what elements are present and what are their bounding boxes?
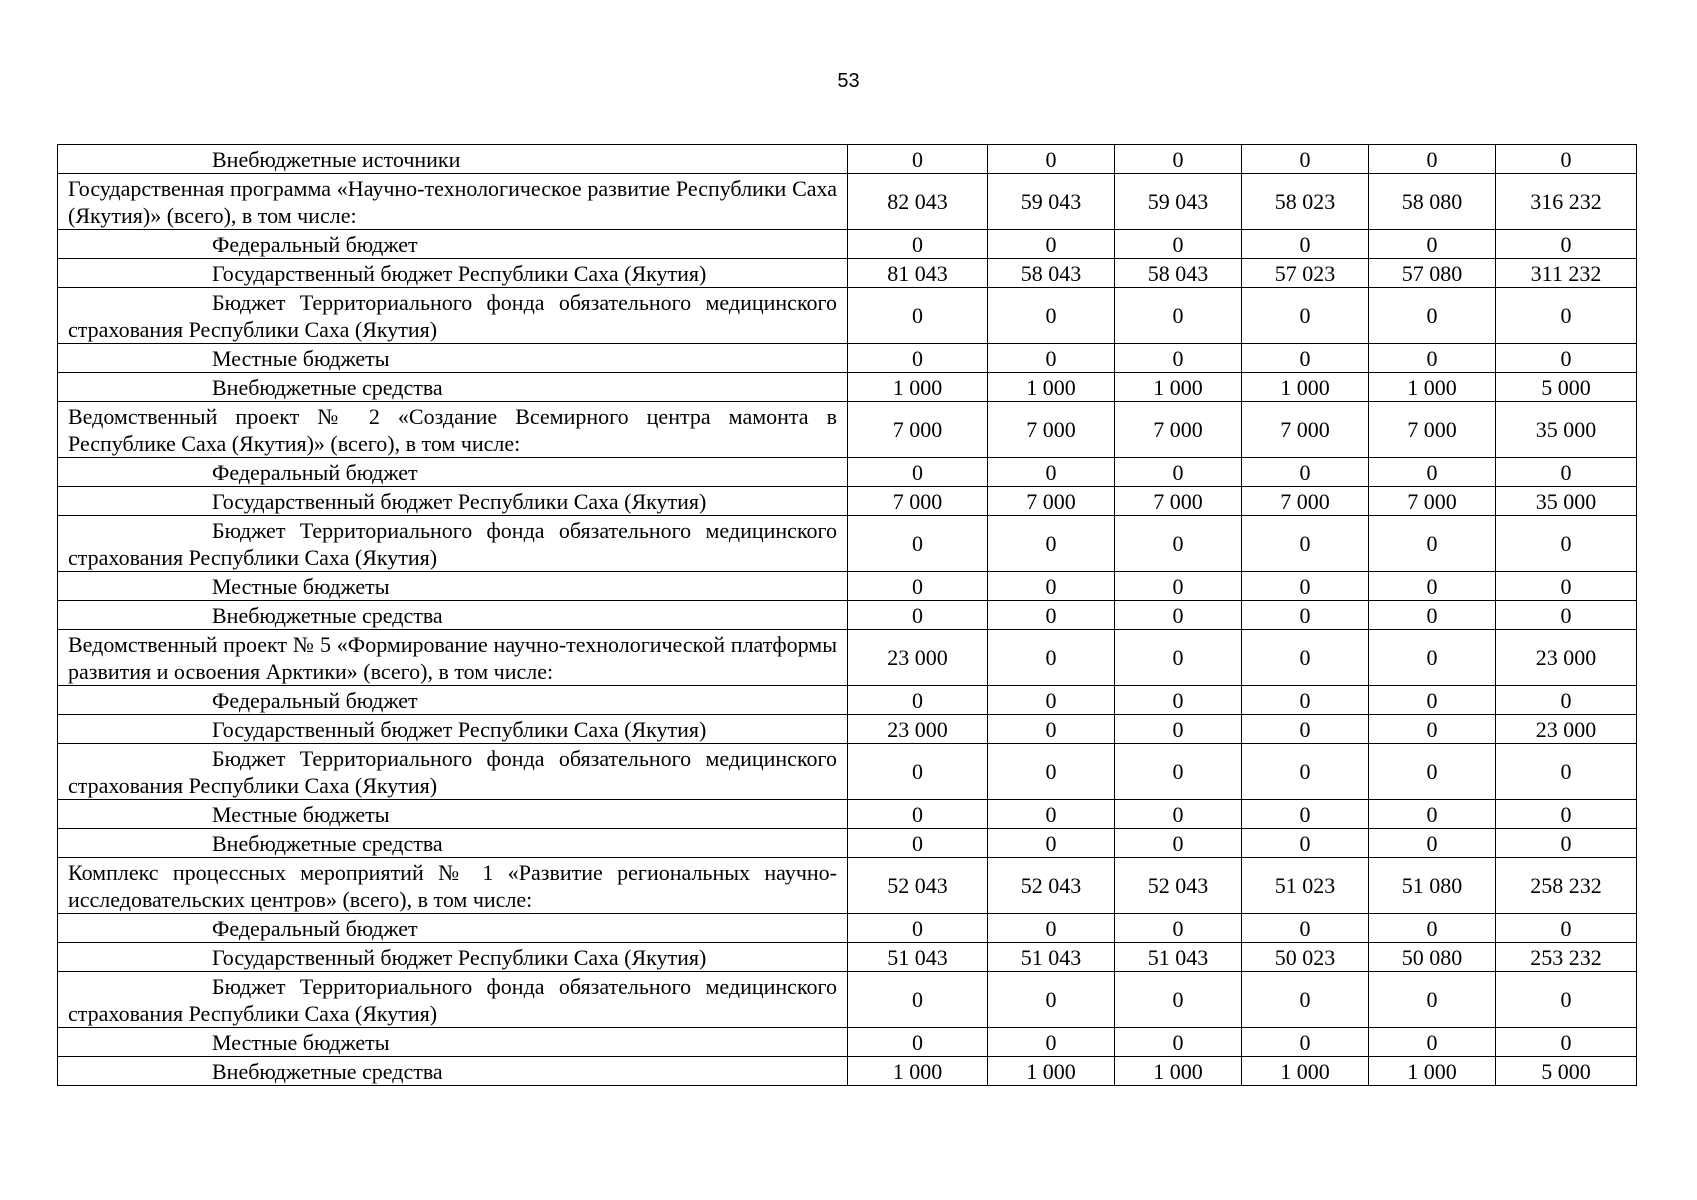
- row-value-5: 58 080: [1369, 174, 1496, 230]
- row-value-4: 7 000: [1242, 487, 1369, 516]
- row-value-4: 0: [1242, 744, 1369, 800]
- row-value-3: 1 000: [1115, 1057, 1242, 1086]
- table-row: [58, 174, 1637, 230]
- row-value-1: 23 000: [848, 630, 988, 686]
- row-value-2: 0: [988, 715, 1115, 744]
- row-value-1: 0: [848, 458, 988, 487]
- row-value-2: 0: [988, 458, 1115, 487]
- table-row: [58, 630, 1637, 686]
- row-value-1: 0: [848, 145, 988, 174]
- row-value-3: 52 043: [1115, 858, 1242, 914]
- row-value-6: 5 000: [1496, 1057, 1637, 1086]
- table-row: [58, 1028, 1637, 1057]
- row-value-5: 50 080: [1369, 943, 1496, 972]
- row-value-4: 0: [1242, 145, 1369, 174]
- row-value-5: 0: [1369, 800, 1496, 829]
- row-value-6: 0: [1496, 686, 1637, 715]
- row-label-sub: Государственный бюджет Республики Саха (Якутия): [58, 715, 848, 744]
- row-value-4: 0: [1242, 288, 1369, 344]
- row-value-4: 0: [1242, 1028, 1369, 1057]
- row-value-2: 0: [988, 145, 1115, 174]
- row-value-3: 0: [1115, 715, 1242, 744]
- row-label-sub: Местные бюджеты: [58, 344, 848, 373]
- row-value-2: 0: [988, 686, 1115, 715]
- table-row: [58, 744, 1637, 800]
- row-value-2: 0: [988, 914, 1115, 943]
- row-label-section: Ведомственный проект № 5 «Формирование научно-технологической платформы развития и освоения Арктики» (всего), в том числе:: [58, 630, 848, 686]
- row-label-sub: Бюджет Территориального фонда обязательного медицинского страхования Республики Саха (Якутия): [58, 516, 848, 572]
- row-value-5: 7 000: [1369, 487, 1496, 516]
- row-value-1: 0: [848, 686, 988, 715]
- table-row: [58, 572, 1637, 601]
- row-value-5: 7 000: [1369, 402, 1496, 458]
- row-value-4: 0: [1242, 601, 1369, 630]
- row-value-6: 0: [1496, 230, 1637, 259]
- row-value-5: 0: [1369, 829, 1496, 858]
- table-row: [58, 516, 1637, 572]
- row-label-sub: Бюджет Территориального фонда обязательного медицинского страхования Республики Саха (Якутия): [58, 288, 848, 344]
- row-value-5: 0: [1369, 458, 1496, 487]
- row-value-2: 0: [988, 516, 1115, 572]
- row-value-3: 0: [1115, 1028, 1242, 1057]
- row-label-sub: Федеральный бюджет: [58, 914, 848, 943]
- row-value-4: 0: [1242, 972, 1369, 1028]
- row-value-5: 0: [1369, 972, 1496, 1028]
- row-value-1: 23 000: [848, 715, 988, 744]
- row-value-4: 50 023: [1242, 943, 1369, 972]
- row-label-sub: Местные бюджеты: [58, 1028, 848, 1057]
- row-value-2: 59 043: [988, 174, 1115, 230]
- row-value-1: 1 000: [848, 373, 988, 402]
- row-value-4: 57 023: [1242, 259, 1369, 288]
- row-value-3: 0: [1115, 686, 1242, 715]
- row-value-2: 0: [988, 230, 1115, 259]
- row-value-2: 0: [988, 630, 1115, 686]
- table-row: [58, 715, 1637, 744]
- row-value-6: 0: [1496, 458, 1637, 487]
- row-value-3: 0: [1115, 458, 1242, 487]
- row-value-3: 0: [1115, 288, 1242, 344]
- row-value-3: 0: [1115, 145, 1242, 174]
- row-label-sub: Государственный бюджет Республики Саха (Якутия): [58, 259, 848, 288]
- table-row: [58, 344, 1637, 373]
- row-value-6: 311 232: [1496, 259, 1637, 288]
- table-row: [58, 800, 1637, 829]
- row-value-6: 316 232: [1496, 174, 1637, 230]
- row-value-2: 52 043: [988, 858, 1115, 914]
- row-value-1: 0: [848, 230, 988, 259]
- row-value-6: 35 000: [1496, 402, 1637, 458]
- row-value-4: 7 000: [1242, 402, 1369, 458]
- row-value-6: 0: [1496, 601, 1637, 630]
- row-value-5: 0: [1369, 230, 1496, 259]
- row-value-4: 1 000: [1242, 1057, 1369, 1086]
- row-value-5: 0: [1369, 572, 1496, 601]
- row-value-3: 59 043: [1115, 174, 1242, 230]
- row-value-3: 0: [1115, 972, 1242, 1028]
- row-value-1: 0: [848, 744, 988, 800]
- row-value-5: 0: [1369, 516, 1496, 572]
- table-row: [58, 402, 1637, 458]
- row-value-1: 52 043: [848, 858, 988, 914]
- row-value-2: 0: [988, 744, 1115, 800]
- row-value-5: 0: [1369, 630, 1496, 686]
- table-row: [58, 373, 1637, 402]
- row-value-3: 0: [1115, 744, 1242, 800]
- row-value-6: 0: [1496, 1028, 1637, 1057]
- table-row: [58, 972, 1637, 1028]
- row-value-6: 0: [1496, 572, 1637, 601]
- row-value-1: 0: [848, 829, 988, 858]
- row-value-3: 0: [1115, 630, 1242, 686]
- row-value-1: 0: [848, 800, 988, 829]
- row-value-5: 0: [1369, 715, 1496, 744]
- row-value-6: 0: [1496, 800, 1637, 829]
- row-value-1: 0: [848, 914, 988, 943]
- table-row: [58, 230, 1637, 259]
- row-value-5: 57 080: [1369, 259, 1496, 288]
- row-value-3: 0: [1115, 914, 1242, 943]
- row-value-6: 0: [1496, 516, 1637, 572]
- row-value-6: 5 000: [1496, 373, 1637, 402]
- table-row: [58, 858, 1637, 914]
- row-value-3: 0: [1115, 601, 1242, 630]
- row-value-6: 23 000: [1496, 715, 1637, 744]
- row-value-5: 0: [1369, 1028, 1496, 1057]
- row-value-6: 0: [1496, 288, 1637, 344]
- table-row: [58, 1057, 1637, 1086]
- row-label-sub: Внебюджетные средства: [58, 829, 848, 858]
- row-value-2: 0: [988, 1028, 1115, 1057]
- row-value-4: 0: [1242, 829, 1369, 858]
- table-row: [58, 914, 1637, 943]
- table-row: [58, 288, 1637, 344]
- row-label-sub: Федеральный бюджет: [58, 230, 848, 259]
- row-value-4: 0: [1242, 458, 1369, 487]
- row-value-3: 58 043: [1115, 259, 1242, 288]
- row-label-sub: Государственный бюджет Республики Саха (Якутия): [58, 943, 848, 972]
- table-row: [58, 829, 1637, 858]
- row-value-4: 0: [1242, 572, 1369, 601]
- row-value-6: 0: [1496, 744, 1637, 800]
- row-label-sub: Внебюджетные средства: [58, 601, 848, 630]
- row-value-4: 0: [1242, 344, 1369, 373]
- row-value-2: 7 000: [988, 402, 1115, 458]
- row-value-5: 0: [1369, 914, 1496, 943]
- row-value-3: 0: [1115, 829, 1242, 858]
- row-value-5: 51 080: [1369, 858, 1496, 914]
- row-value-3: 7 000: [1115, 402, 1242, 458]
- row-label-sub: Местные бюджеты: [58, 800, 848, 829]
- row-label-sub: Местные бюджеты: [58, 572, 848, 601]
- row-value-4: 51 023: [1242, 858, 1369, 914]
- row-value-1: 51 043: [848, 943, 988, 972]
- table-row: [58, 259, 1637, 288]
- row-value-5: 1 000: [1369, 373, 1496, 402]
- row-value-2: 1 000: [988, 373, 1115, 402]
- row-value-4: 58 023: [1242, 174, 1369, 230]
- row-value-1: 7 000: [848, 487, 988, 516]
- row-value-4: 0: [1242, 686, 1369, 715]
- row-value-2: 0: [988, 972, 1115, 1028]
- row-value-3: 51 043: [1115, 943, 1242, 972]
- row-value-1: 7 000: [848, 402, 988, 458]
- row-value-1: 0: [848, 344, 988, 373]
- row-value-4: 0: [1242, 715, 1369, 744]
- row-label-sub: Внебюджетные средства: [58, 1057, 848, 1086]
- row-value-6: 0: [1496, 972, 1637, 1028]
- row-value-3: 1 000: [1115, 373, 1242, 402]
- row-value-5: 0: [1369, 145, 1496, 174]
- row-value-2: 0: [988, 829, 1115, 858]
- row-value-4: 0: [1242, 800, 1369, 829]
- row-value-6: 258 232: [1496, 858, 1637, 914]
- row-value-1: 0: [848, 972, 988, 1028]
- row-label-sub: Федеральный бюджет: [58, 458, 848, 487]
- row-label-sub: Внебюджетные средства: [58, 373, 848, 402]
- table-row: [58, 487, 1637, 516]
- row-value-3: 0: [1115, 344, 1242, 373]
- row-value-2: 0: [988, 344, 1115, 373]
- row-value-6: 23 000: [1496, 630, 1637, 686]
- row-value-2: 7 000: [988, 487, 1115, 516]
- budget-table: [57, 144, 1637, 1086]
- row-value-1: 0: [848, 1028, 988, 1057]
- row-value-2: 0: [988, 288, 1115, 344]
- row-value-1: 0: [848, 601, 988, 630]
- row-label-sub: Государственный бюджет Республики Саха (Якутия): [58, 487, 848, 516]
- row-value-5: 0: [1369, 744, 1496, 800]
- row-label-sub: Бюджет Территориального фонда обязательного медицинского страхования Республики Саха (Якутия): [58, 972, 848, 1028]
- row-value-1: 82 043: [848, 174, 988, 230]
- row-label-sub: Федеральный бюджет: [58, 686, 848, 715]
- table-row: [58, 943, 1637, 972]
- row-value-1: 81 043: [848, 259, 988, 288]
- row-value-3: 0: [1115, 230, 1242, 259]
- row-value-5: 0: [1369, 344, 1496, 373]
- row-value-2: 0: [988, 572, 1115, 601]
- row-value-4: 0: [1242, 516, 1369, 572]
- table-row: [58, 601, 1637, 630]
- row-label-section: Комплекс процессных мероприятий № 1 «Развитие региональных научно-исследовательских центров» (всего), в том числе:: [58, 858, 848, 914]
- row-value-4: 0: [1242, 230, 1369, 259]
- table-row: [58, 686, 1637, 715]
- row-value-4: 0: [1242, 914, 1369, 943]
- row-label-section: Ведомственный проект № 2 «Создание Всемирного центра мамонта в Республике Саха (Якутия)» (всего), в том числе:: [58, 402, 848, 458]
- table-row: [58, 458, 1637, 487]
- row-value-3: 0: [1115, 516, 1242, 572]
- row-value-2: 51 043: [988, 943, 1115, 972]
- row-value-6: 0: [1496, 829, 1637, 858]
- row-value-1: 0: [848, 288, 988, 344]
- row-value-2: 0: [988, 601, 1115, 630]
- row-value-4: 0: [1242, 630, 1369, 686]
- page-number: 53: [837, 70, 860, 92]
- row-value-2: 1 000: [988, 1057, 1115, 1086]
- row-value-6: 253 232: [1496, 943, 1637, 972]
- row-value-3: 0: [1115, 800, 1242, 829]
- row-label-sub: Внебюджетные источники: [58, 145, 848, 174]
- row-label-section: Государственная программа «Научно-технологическое развитие Республики Саха (Якутия)» (всего), в том числе:: [58, 174, 848, 230]
- row-value-6: 0: [1496, 914, 1637, 943]
- row-value-2: 58 043: [988, 259, 1115, 288]
- row-value-5: 1 000: [1369, 1057, 1496, 1086]
- row-value-5: 0: [1369, 686, 1496, 715]
- row-value-5: 0: [1369, 601, 1496, 630]
- row-value-1: 0: [848, 572, 988, 601]
- row-value-3: 7 000: [1115, 487, 1242, 516]
- row-value-4: 1 000: [1242, 373, 1369, 402]
- row-value-6: 35 000: [1496, 487, 1637, 516]
- table-row: [58, 145, 1637, 174]
- row-value-2: 0: [988, 800, 1115, 829]
- row-value-1: 0: [848, 516, 988, 572]
- row-label-sub: Бюджет Территориального фонда обязательного медицинского страхования Республики Саха (Якутия): [58, 744, 848, 800]
- budget-table-body: [58, 145, 1637, 1086]
- row-value-6: 0: [1496, 145, 1637, 174]
- row-value-3: 0: [1115, 572, 1242, 601]
- row-value-6: 0: [1496, 344, 1637, 373]
- row-value-1: 1 000: [848, 1057, 988, 1086]
- row-value-5: 0: [1369, 288, 1496, 344]
